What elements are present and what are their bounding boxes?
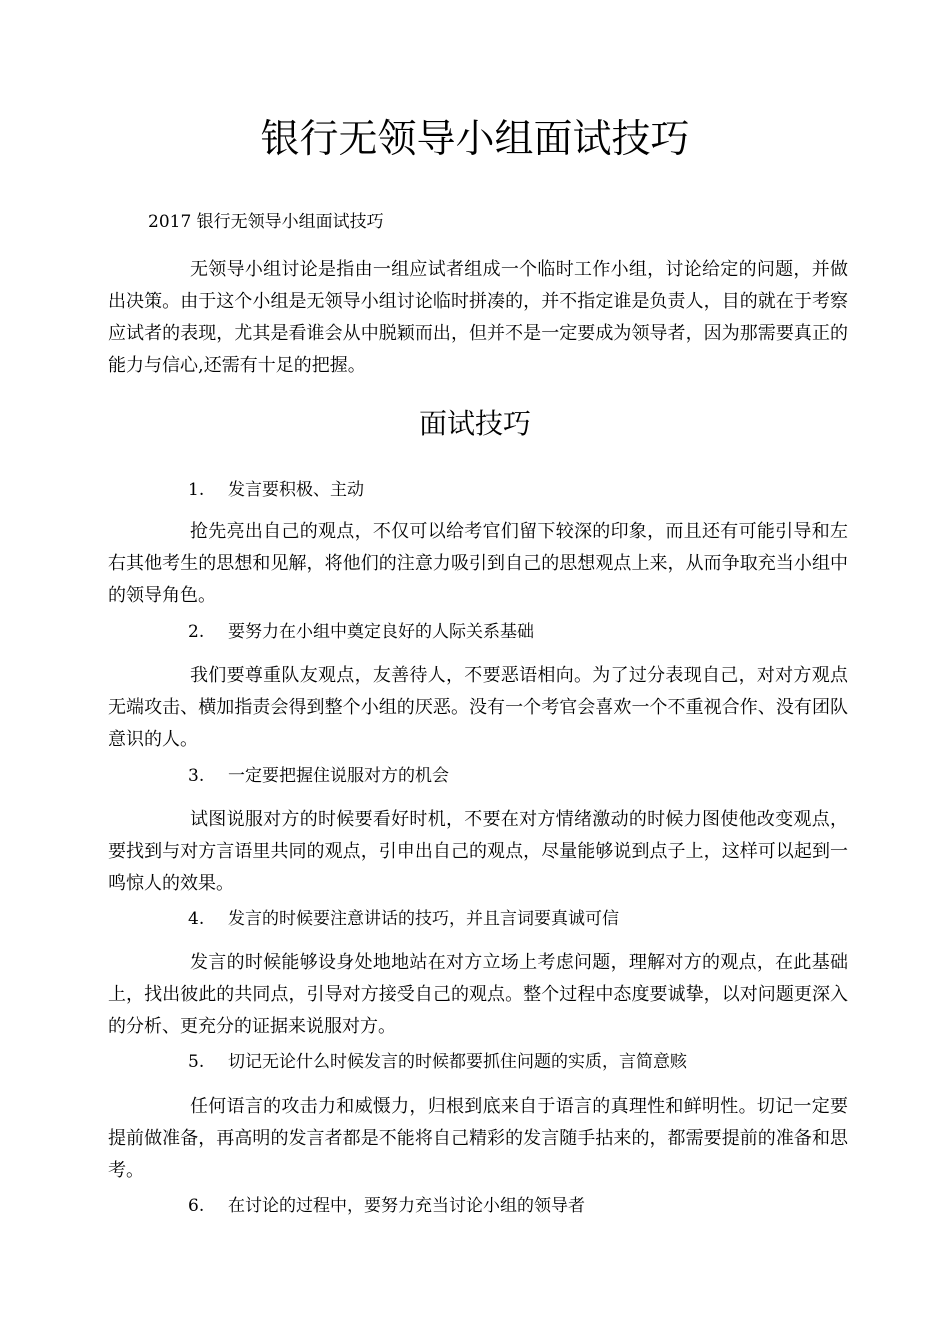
list-item-number: 6. — [188, 1196, 205, 1216]
list-item-body: 抢先亮出自己的观点，不仅可以给考官们留下较深的印象，而且还有可能引导和左右其他考生的思想和见解，将他们的注意力吸引到自己的思想观点上来，从而争取充当小组中的领导角色。 — [108, 521, 848, 606]
list-item-heading — [188, 1048, 687, 1076]
list-item-number: 2. — [188, 622, 205, 642]
section-heading: 面试技巧 — [418, 407, 531, 440]
list-item-number: 4. — [188, 909, 205, 929]
list-item-number: 1. — [188, 480, 205, 500]
list-item-body: 试图说服对方的时候要看好时机，不要在对方情绪激动的时候力图使他改变观点，要找到与对方言语里共同的观点，引申出自己的观点，尽量能够说到点子上，这样可以起到一鸣惊人的效果。 — [108, 809, 848, 894]
list-item-number: 3. — [188, 766, 205, 786]
list-item-heading-text: 发言要积极、主动 — [228, 480, 364, 500]
list-item-body: 我们要尊重队友观点，友善待人，不要恶语相向。为了过分表现自己，对对方观点无端攻击、横加指责会得到整个小组的厌恶。没有一个考官会喜欢一个不重视合作、没有团队意识的人。 — [108, 665, 848, 750]
list-item-heading — [188, 618, 534, 646]
list-item-heading-text: 在讨论的过程中，要努力充当讨论小组的领导者 — [228, 1196, 585, 1216]
document-title: 银行无领导小组面试技巧 — [260, 117, 690, 162]
list-item-heading-text: 一定要把握住说服对方的机会 — [228, 766, 449, 786]
list-item-body: 任何语言的攻击力和威慑力，归根到底来自于语言的真理性和鲜明性。切记一定要提前做准备，再高明的发言者都是不能将自己精彩的发言随手拈来的，都需要提前的准备和思考。 — [108, 1096, 848, 1181]
list-item-heading — [188, 476, 364, 504]
document-subtitle: 2017 银行无领导小组面试技巧 — [148, 212, 384, 232]
intro-paragraph: 无领导小组讨论是指由一组应试者组成一个临时工作小组，讨论给定的问题，并做出决策。由于这个小组是无领导小组讨论临时拼凑的，并不指定谁是负责人，目的就在于考察应试者的表现，尤其是看谁会从中脱颖而出，但并不是一定要成为领导者，因为那需要真正的能力与信心,还需有十足的把握。 — [108, 259, 848, 376]
list-item-heading-text: 切记无论什么时候发言的时候都要抓住问题的实质，言简意赅 — [228, 1052, 687, 1072]
list-item-heading — [188, 762, 449, 790]
list-item-heading-text: 要努力在小组中奠定良好的人际关系基础 — [228, 622, 534, 642]
list-item-body: 发言的时候能够设身处地地站在对方立场上考虑问题，理解对方的观点，在此基础上，找出彼此的共同点，引导对方接受自己的观点。整个过程中态度要诚挚，以对问题更深入的分析、更充分的证据来说服对方。 — [108, 952, 848, 1037]
list-item-heading-text: 发言的时候要注意讲话的技巧，并且言词要真诚可信 — [228, 909, 619, 929]
list-item-heading — [188, 905, 619, 933]
list-item-number: 5. — [188, 1052, 205, 1072]
list-item-heading — [188, 1192, 585, 1220]
